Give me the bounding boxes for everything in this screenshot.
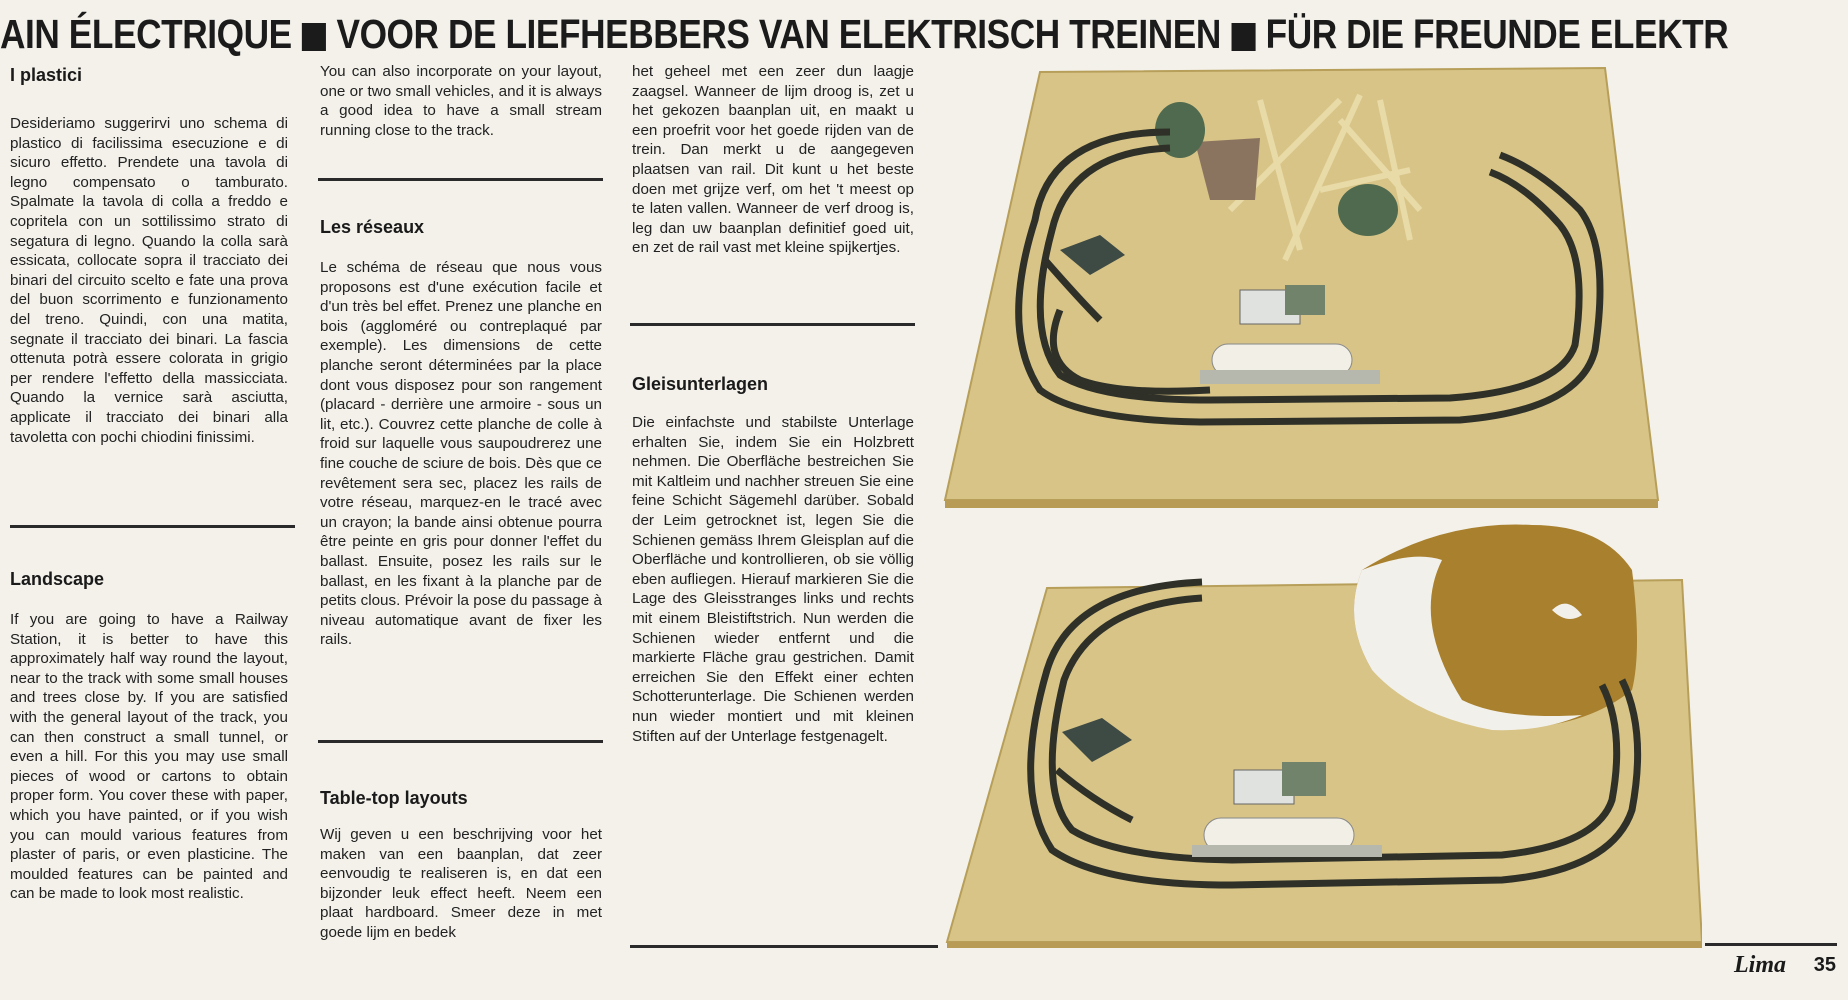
column-3-gleis [632, 373, 914, 746]
photo-layout-with-hill [942, 500, 1702, 950]
divider [630, 323, 915, 326]
column-1 [10, 64, 288, 447]
divider [1705, 943, 1837, 946]
layout-flat-illustration [940, 60, 1660, 510]
divider [10, 525, 295, 528]
heading-gleisunterlagen: Gleisunterlagen [632, 374, 769, 394]
banner-part-dutch: VOOR DE LIEFHEBBERS VAN ELEKTRISCH TREINEN [336, 11, 1221, 57]
text-dutch-continued: het geheel met een zeer dun laagje zaagsel. Wanneer de lijm droog is, zet u het gekozen baanplan uit, en maakt u een proefrit voor het goede rijden van de trein. Dan merkt u de aangegeven plaatsen van rail. Dit kunt u het beste doen met grijze verf, om het 't meest op te laten vallen. Wanneer de verf droog is, leg dan uw baanplan definitief goed uit, en zet de rail vast met kleine spijkertjes. [632, 63, 914, 257]
heading-reseaux: Les réseaux [320, 217, 425, 237]
layout-hill-illustration [942, 500, 1702, 950]
square-bullet-icon [302, 23, 326, 51]
text-english-continued: You can also incorporate on your layout, one or two small vehicles, and it is always a good idea to have a small stream running close to the track. [320, 63, 602, 139]
page-number: 35 [1813, 954, 1836, 976]
square-bullet-icon [1231, 23, 1255, 51]
heading-italian: I plastici [10, 65, 83, 85]
text-landscape: If you are going to have a Railway Station, it is better to have this approximately half way round the layout, near to the track with some small houses and trees close by. If you are satisfied with the general layout of the track, you can then construct a small tunnel, or even a hill. For this you may use small pieces of wood or cartons to obtain proper form. You cover these with paper, which you have painted, or if you wish you can mould various features from plaster of paris, or even plasticine. The moulded features can be painted and can be made to look most realistic. [10, 611, 288, 903]
text-italian: Desideriamo suggerirvi uno schema di plastico di facilissima esecuzione e di sicuro effetto. Prendete una tavola di legno compensato o tamburato. Spalmate la tavola di colla a freddo e copritela con un sottilissimo strato di segatura di legno. Quando la colla sarà essicata, collocate sopra il tracciato dei binari del circuito scelto e fate una prova del buon scorrimento e funzionamento del treno. Quindi, con una matita, segnate il tracciato dei binari. La fascia ottenuta potrà essere colorata in grigio per rendere l'effetto della massicciata. Quando la vernice sarà asciutta, applicate il tracciato dei binari alla tavoletta con pochi chiodini finissimi. [10, 115, 288, 446]
column-2-tabletop [320, 787, 602, 943]
divider [318, 178, 603, 181]
column-2 [320, 62, 602, 140]
page-banner [0, 10, 1848, 58]
column-1-lower [10, 568, 288, 904]
photo-layout-flat [940, 60, 1660, 510]
banner-part-french: AIN ÉLECTRIQUE [0, 11, 292, 57]
column-3 [632, 62, 914, 258]
text-tabletop: Wij geven u een beschrijving voor het maken van een baanplan, dat zeer eenvoudig te realiseren is, en dat een bijzonder leuk effect heeft. Neem een plaat hardboard. Smeer deze in met goede lijm en bedek [320, 826, 602, 941]
banner-part-german: FÜR DIE FREUNDE ELEKTR [1265, 11, 1729, 57]
column-2-reseaux [320, 216, 602, 650]
divider [318, 740, 603, 743]
heading-landscape: Landscape [10, 569, 105, 589]
text-reseaux: Le schéma de réseau que nous vous proposons est d'une exécution facile et d'un très bel effet. Prenez une planche en bois (aggloméré ou contreplaqué par exemple). Les dimensions de cette planche seront déterminées par la place dont vous disposez pour son rangement (placard - derrière une armoire - sous un lit, etc.). Couvrez cette planche de colle à froid sur laquelle vous saupoudrerez une fine couche de sciure de bois. Dès que ce revêtement sera sec, placez les rails de votre réseau, marquez-en le tracé avec un crayon; la bande ainsi obtenue pourra être peinte en gris pour donner l'effet du ballast. Ensuite, posez les rails sur le ballast, en les fixant à la planche par de petits clous. Prévoir la pose du passage à niveau automatique avant de fixer les rails. [320, 259, 602, 649]
lima-logo: Lima [1734, 952, 1786, 978]
heading-tabletop: Table-top layouts [320, 788, 468, 808]
text-gleisunterlagen: Die einfachste und stabilste Unterlage erhalten Sie, indem Sie ein Holzbrett nehmen. Die Oberfläche bestreichen Sie mit Kaltleim und nachher streuen Sie eine feine Schicht Sägemehl darüber. Sobald der Leim getrocknet ist, legen Sie die Schienen gemäss Ihrem Gleisplan auf die Oberfläche und kontrollieren, ob sie völlig eben aufliegen. Hierauf markieren Sie die Lage des Gleisstranges links und rechts mit einem Bleistiftstrich. Nun werden die Schienen wieder entfernt und die markierte Fläche grau gestrichen. Damit erreichen Sie den Effekt einer echten Schotterunterlage. Die Schienen werden nun wieder montiert und mit kleinen Stiften auf der Unterlage festgenagelt. [632, 414, 914, 745]
divider [630, 945, 938, 948]
